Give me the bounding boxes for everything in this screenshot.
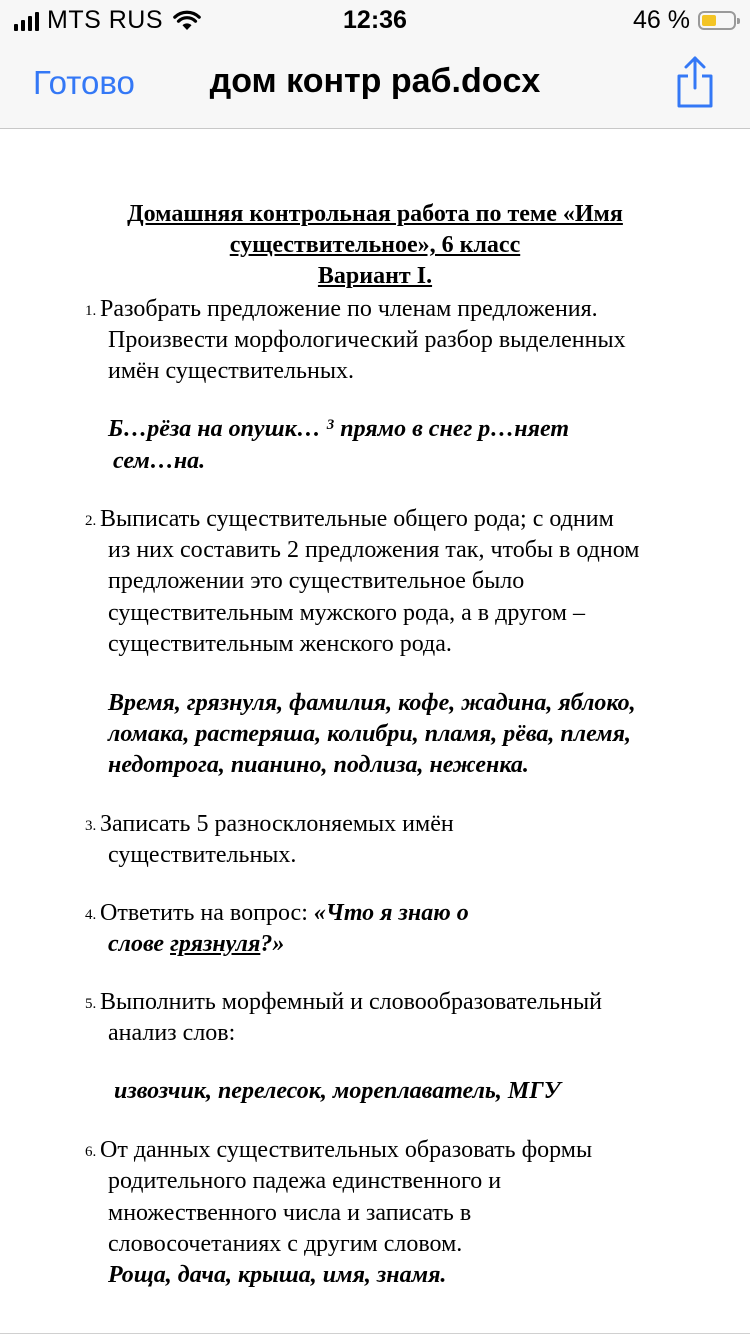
task-2-line-4: существительным мужского рода, а в другом – [108, 600, 585, 626]
task-5-number: 5. [85, 996, 97, 1012]
task-6-words: Роща, дача, крыша, имя, знамя. [108, 1262, 447, 1288]
task-4-question-a: «Что я знаю о [313, 900, 469, 926]
navigation-bar [0, 44, 750, 129]
carrier-name: MTS RUS [47, 6, 163, 34]
clock: 12:36 [343, 6, 407, 34]
task-4-question-b: слове [108, 931, 165, 957]
task-4-line-1 [100, 898, 469, 929]
task-3-number: 3. [85, 818, 97, 834]
task-1-line-3: имён существительных. [108, 358, 354, 384]
task-4-question-word: грязнуля [170, 931, 261, 957]
battery-fill [702, 15, 716, 26]
task-2-words-line-2: ломака, растеряша, колибри, пламя, рёва, племя, [108, 721, 631, 747]
status-bar [0, 0, 750, 44]
task-4-number: 4. [85, 907, 97, 923]
task-3-line-1: Записать 5 разносклоняемых имён [100, 811, 454, 837]
task-4-text: Ответить на вопрос: [100, 900, 308, 926]
heading-line-2: существительное», 6 класс [229, 232, 521, 258]
task-6-line-3: множественного числа и записать в [108, 1200, 472, 1226]
task-1-line-1: Разобрать предложение по членам предложения. [100, 296, 598, 322]
footnote-marker: 3 [326, 417, 335, 433]
task-2-words-line-3: недотрога, пианино, подлиза, неженка. [108, 752, 529, 778]
task-1-number: 1. [85, 303, 97, 319]
share-icon[interactable] [674, 54, 716, 110]
task-1-example-b: прямо в снег р…няет [340, 416, 569, 442]
task-6-line-2: родительного падежа единственного и [108, 1168, 502, 1194]
heading-variant: Вариант I. [317, 263, 433, 289]
task-5-line-1: Выполнить морфемный и словообразовательный [100, 989, 602, 1015]
battery-icon [698, 11, 736, 30]
task-6-line-4: словосочетаниях с другим словом. [108, 1231, 463, 1257]
task-5-line-2: анализ слов: [108, 1020, 236, 1046]
task-1-example-line-2: сем…на. [113, 448, 206, 474]
done-button[interactable]: Готово [33, 64, 135, 101]
task-3-line-2: существительных. [108, 842, 297, 868]
task-6-number: 6. [85, 1144, 97, 1160]
task-2-words-line-1: Время, грязнуля, фамилия, кофе, жадина, яблоко, [108, 690, 636, 716]
task-1-example-a: Б…рёза на опушк… [108, 416, 321, 442]
document-title: дом контр раб.docx [209, 62, 541, 100]
task-2-line-5: существительным женского рода. [108, 631, 452, 657]
task-5-words: извозчик, перелесок, мореплаватель, МГУ [114, 1078, 561, 1104]
task-4-line-2 [108, 929, 284, 960]
task-2-line-3: предложении это существительное было [108, 568, 525, 594]
task-4-question-c: ?» [260, 931, 285, 957]
task-2-number: 2. [85, 513, 97, 529]
task-6-line-1: От данных существительных образовать формы [100, 1137, 593, 1163]
heading-line-1: Домашняя контрольная работа по теме «Имя [127, 201, 623, 227]
task-2-line-1: Выписать существительные общего рода; с одним [100, 506, 614, 532]
status-right [633, 6, 736, 35]
task-1-example-line-1 [108, 414, 569, 445]
battery-percent: 46 % [633, 6, 690, 34]
task-2-line-2: из них составить 2 предложения так, чтобы в одном [108, 537, 640, 563]
document-page [0, 129, 750, 1334]
task-1-line-2: Произвести морфологический разбор выделенных [108, 327, 626, 353]
